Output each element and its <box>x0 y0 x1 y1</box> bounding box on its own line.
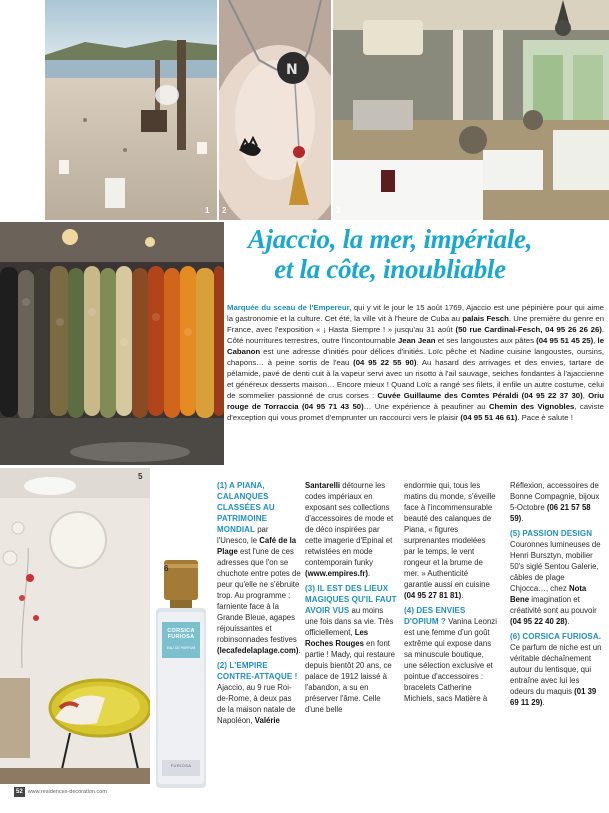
section-heading: (2) L'EMPIRE CONTRE-ATTAQUE ! <box>217 661 298 681</box>
section-heading: (3) IL EST DES LIEUX MAGIQUES QU'IL FAUT AVOIR VUS <box>305 584 397 615</box>
photo-interior <box>0 468 150 784</box>
svg-text:N: N <box>286 62 298 78</box>
column-3: endormie qui, tous les matins du monde, s'éveille face à l'incommensurable beauté des calanques de Piana, « figures surprenantes modelées par le temps, le vent rongeur et la brume de mer. » Authenticité garantie aussi en cuisine (04 95 27 81 81). (4) DES ENVIES D'OPIUM ? Vanina Leonzi est une femme d'un goût extrême qui expose dans sa minuscule boutique, une sélection exclusive et pointue d'accessoires : bracelets Catherine Michiels, sacs Matière à <box>404 481 497 703</box>
section-heading: (6) CORSICA FURIOSA. <box>510 632 602 641</box>
photo-number: 3 <box>336 206 341 215</box>
footer-url[interactable]: www.residences-decoration.com <box>27 789 107 795</box>
perfume-label-sub: EAU DE PARFUM <box>166 646 196 650</box>
photo-number: 5 <box>138 472 143 481</box>
photo-number: 6 <box>164 564 169 573</box>
headline-line-1: Ajaccio, la mer, impériale, <box>247 224 533 254</box>
column-1: (1) A PIANA, CALANQUES CLASSÉES AU PATRIMOINE MONDIAL par l'Unesco, le Café de la Plage est l'une de ces adresses que l'on se chuchote entre potes de peur qu'elle ne s'ébruite trop. Au programme : farniente face à la Grande Bleue, agapes réjouissantes et robinsonnades festives (lecafedelaplage.com). (2) L'EMPIRE CONTRE-ATTAQUE ! Ajaccio, au 9 rue Roi-de-Rome, à deux pas de la maison natale de Napoléon, Valérie <box>217 481 301 725</box>
column-4: Réflexion, accessoires de Bonne Compagnie, bijoux 5-Octobre (06 21 57 58 59). (5) PASSION DESIGN Couronnes lumineuses de Henri Bursztyn, mobilier 50's siglé Sentou Galerie, câbles de plage Chjocca…, chez Nota Bene imagination et créativité sont au pouvoir (04 95 22 40 28). (6) CORSICA FURIOSA. Ce parfum de niche est un véritable déchaînement autour du lentisque, qui entraîne avec lui les odeurs du maquis (01 39 69 11 29). <box>510 481 602 707</box>
photo-number: 2 <box>222 206 227 215</box>
section-heading: (5) PASSION DESIGN <box>510 529 593 538</box>
column-2: Santarelli détourne les codes impériaux en exposant ses collections d'accessoires de mode et de déco inspirées par cette imagerie d'Epinal et retwistées en mode contemporain funky (www.empires.fr). (3) IL EST DES LIEUX MAGIQUES QU'IL FAUT AVOIR VUS au moins une fois dans sa vie. Très officiellement, Les Roches Rouges en font partie ! Mady, qui restaure depuis bientôt 20 ans, ce palace de 1912 laissé à l'abandon, a su en préserver l'âme. Celle d'une belle <box>305 481 397 714</box>
intro-lead: Marquée du sceau de l'Empereur, <box>227 303 352 312</box>
article-headline <box>176 224 604 292</box>
photo-beach <box>45 0 217 220</box>
photo-perfume <box>150 560 212 790</box>
photo-restaurant <box>333 0 609 220</box>
photo-pendant <box>219 0 331 220</box>
photo-number: 1 <box>205 206 210 215</box>
page-number: 52 <box>16 789 23 795</box>
headline-line-2: et la côte, inoubliable <box>274 254 506 284</box>
perfume-label-brand: CORSICA FURIOSA <box>167 628 195 640</box>
perfume-label-footer: FURIOSA <box>170 763 192 768</box>
section-heading: (4) DES ENVIES D'OPIUM ? <box>404 606 466 626</box>
page-footer <box>14 787 107 797</box>
intro-paragraph: Marquée du sceau de l'Empereur, qui y vit le jour le 15 août 1769, Ajaccio est une pépinière pour qui aime la gastronomie et la culture. Cet été, la ville vit à l'heure de Cuba au palais Fesch. Une première du genre en France, avec l'exposition « ¡ Hasta Siempre ! » jusqu'au 31 août (50 rue Cardinal-Fesch, 04 95 26 26 26). Côté nourritures terrestres, outre l'incontournable Jean Jean et ses langoustes aux pâtes (04 95 51 45 25), le Cabanon est une adresse d'initiés pour délices d'initiés. Loïc pêche et Nadine cuisine langoustes, oursins, chapons… à peine sortis de l'eau (04 95 22 55 90). Au hasard des arrivages et des envies, tartare de pélamide, pavé de denti cuit à la vapeur servi avec un risotto à l'ail sauvage, seiches fondantes à l'ajaccienne et généreux desserts maison… Encore mieux ! Quand Loïc a rangé ses filets, il enfile un autre costume, celui de sommelier passionné de crus corses : Cuvée Guillaume des Comtes Péraldi (04 95 22 37 30), Oriu rouge de Torraccia (04 95 71 43 50)… Une expérience à peaufiner au Chemin des Vignobles, caviste d'exception qui vous promet d'emprunter un raccourci vers le plaisir (04 95 51 46 61). Pace è salute ! <box>227 303 605 422</box>
section-heading: (1) A PIANA, CALANQUES CLASSÉES AU PATRIMOINE MONDIAL <box>217 481 275 534</box>
